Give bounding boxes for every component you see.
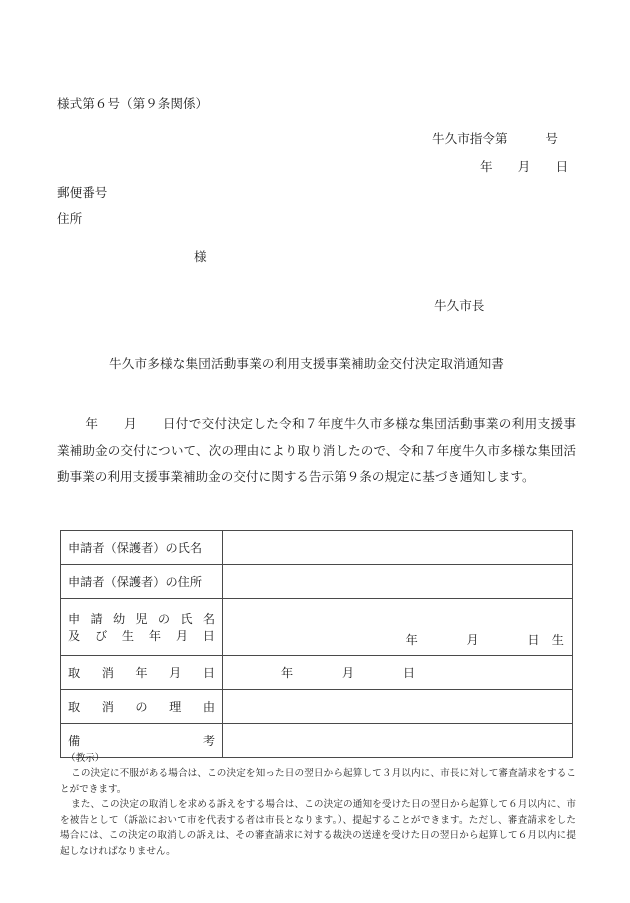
instructions-heading: （教示） <box>66 753 105 764</box>
label-text-line2: 及 び 生 年 月 日 <box>68 629 215 643</box>
row-value-applicant-address[interactable] <box>223 565 573 599</box>
label-text: 申請者（保護者）の住所 <box>68 575 203 589</box>
instructions-paragraph-text: この決定に不服がある場合は、この決定を知った日の翌日から起算して３月以内に、市長に対して審査請求をすることができます。 <box>60 768 576 795</box>
birthdate-placeholder-text: 年 月 日 生 <box>405 633 564 647</box>
row-label-child-name-birthdate <box>61 599 223 656</box>
page-title: 牛久市多様な集団活動事業の利用支援事業補助金交付決定取消通知書 <box>109 356 505 371</box>
label-text: 取 消 の 理 由 <box>68 700 215 714</box>
address-label: 住所 <box>57 211 83 226</box>
table-row <box>61 690 573 724</box>
order-number: 牛久市指令第 号 <box>432 131 558 146</box>
body-paragraph <box>57 411 576 491</box>
applicant-info-table <box>60 530 573 758</box>
form-number: 様式第６号（第９条関係） <box>57 96 209 111</box>
table-row <box>61 565 573 599</box>
row-value-child-name-birthdate[interactable] <box>223 599 573 656</box>
issuer-name: 牛久市長 <box>434 298 485 313</box>
row-value-cancellation-reason[interactable] <box>223 690 573 724</box>
label-text: 取 消 年 月 日 <box>68 666 215 680</box>
table-row <box>61 599 573 656</box>
row-value-cancellation-date[interactable] <box>223 656 573 690</box>
body-paragraph-text: 年 月 日付で交付決定した令和７年度牛久市多様な集団活動事業の利用支援事業補助金の交付について、次の理由により取り消したので、令和７年度牛久市多様な集団活動事業の利用支援事業補助金の交付に関する告示第９条の規定に基づき通知します。 <box>57 416 576 484</box>
instructions-paragraph-text: また、この決定の取消しを求める訴えをする場合は、この決定の通知を受けた日の翌日から起算して６月以内に、市を被告として（訴訟において市を代表する者は市長となります。）、提起することができます。ただし、審査請求をした場合には、この決定の取消しの訴えは、その審査請求に対する裁決の送達を受けた日の翌日から起算して６月以内に提起しなければなりません。 <box>60 799 576 857</box>
instructions-paragraph <box>60 797 576 859</box>
label-text: 備 考 <box>68 734 215 748</box>
instructions-paragraph <box>60 766 576 797</box>
row-value-applicant-name[interactable] <box>223 531 573 565</box>
row-label-cancellation-date <box>61 656 223 690</box>
label-text-line1: 申 請 幼 児 の 氏 名 <box>68 612 215 626</box>
postal-code-label: 郵便番号 <box>57 185 108 200</box>
row-label-cancellation-reason <box>61 690 223 724</box>
row-label-applicant-address <box>61 565 223 599</box>
label-text: 申請者（保護者）の氏名 <box>68 541 203 555</box>
issue-date: 年 月 日 <box>480 159 569 174</box>
recipient-honorific: 様 <box>194 249 207 264</box>
table-row <box>61 531 573 565</box>
instructions-section <box>60 752 576 860</box>
table-row <box>61 656 573 690</box>
row-label-applicant-name <box>61 531 223 565</box>
cancellation-date-placeholder-text: 年 月 日 <box>281 666 416 680</box>
